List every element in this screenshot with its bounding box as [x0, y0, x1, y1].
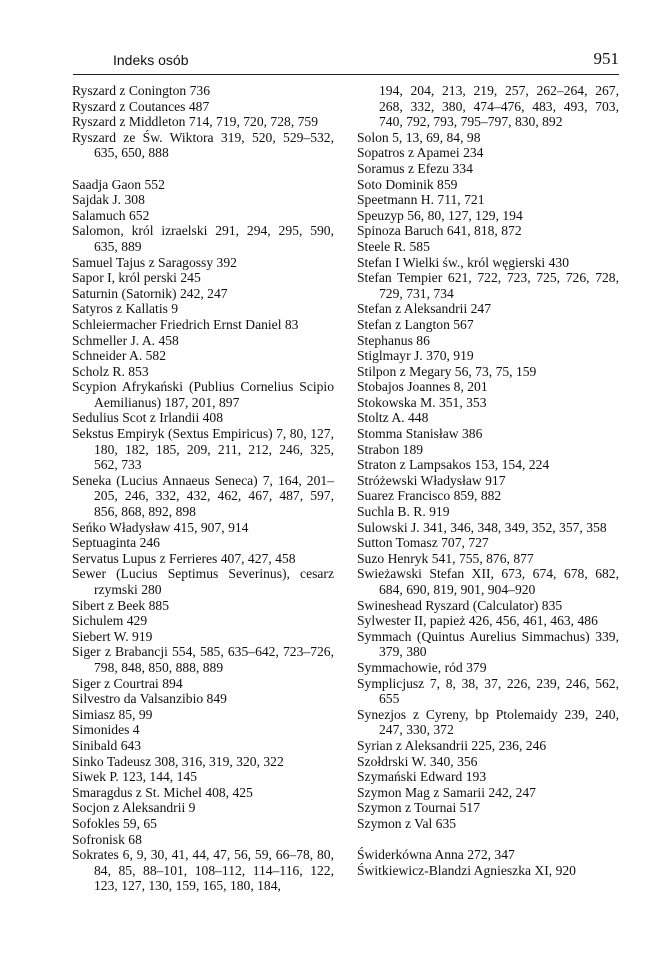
index-column-right — [357, 83, 619, 878]
index-entry: Siebert W. 919 — [72, 628, 153, 644]
index-entry: Speuzyp 56, 80, 127, 129, 194 — [357, 207, 523, 223]
index-entry: Swieżawski Stefan XII, 673, 674, 678, 682, 684, 690, 819, 901, 904–920 — [357, 566, 619, 597]
index-entry: Ryszard ze Św. Wiktora 319, 520, 529–532, 635, 650, 888 — [72, 129, 334, 161]
index-entry: Sopatros z Apamei 234 — [357, 145, 484, 161]
index-entry: Stephanus 86 — [357, 332, 430, 348]
index-entry: Sinibald 643 — [72, 737, 142, 753]
index-entry: Synezjos z Cyreny, bp Ptolemaidy 239, 240, 247, 330, 372 — [357, 706, 619, 738]
index-entry: Scholz R. 853 — [72, 363, 149, 379]
index-entry: Sinko Tadeusz 308, 316, 319, 320, 322 — [72, 753, 284, 769]
index-entry: Smaragdus z St. Michel 408, 425 — [72, 784, 253, 800]
index-entry: Ryszard z Conington 736 — [72, 83, 211, 98]
index-entry: Sofronisk 68 — [72, 831, 142, 847]
index-entry: Stefan I Wielki św., król węgierski 430 — [357, 254, 570, 270]
index-entry: Schneider A. 582 — [72, 348, 167, 364]
index-entry-continuation: 194, 204, 213, 219, 257, 262–264, 267, 268, 332, 380, 474–476, 483, 493, 703, 740, 792, 793, 795–797, 830, 892 — [379, 83, 619, 130]
index-entry: Sewer (Lucius Septimus Severinus), cesarz rzymski 280 — [72, 566, 334, 597]
index-entry: Sutton Tomasz 707, 727 — [357, 535, 489, 551]
index-entry: Sajdak J. 308 — [72, 192, 145, 208]
index-entry: Sichulem 429 — [72, 613, 148, 629]
index-entry: Siger z Brabancji 554, 585, 635–642, 723–726, 798, 848, 850, 888, 889 — [72, 644, 334, 675]
index-entry: Świderkówna Anna 272, 347 — [357, 847, 515, 863]
index-entry: Stefan z Aleksandrii 247 — [357, 301, 492, 317]
index-entry: Sylwester II, papież 426, 456, 461, 463, 486 — [357, 613, 598, 629]
index-entry: Straton z Lampsakos 153, 154, 224 — [357, 457, 550, 473]
index-entry: Stoltz A. 448 — [357, 410, 429, 426]
index-entry: Szymon Mag z Samarii 242, 247 — [357, 784, 536, 800]
index-entry: Szymański Edward 193 — [357, 769, 487, 785]
index-entry: Stilpon z Megary 56, 73, 75, 159 — [357, 363, 537, 379]
index-entry: Speetmann H. 711, 721 — [357, 192, 485, 208]
index-entry: Schmeller J. A. 458 — [72, 332, 179, 348]
index-entry: Socjon z Aleksandrii 9 — [72, 800, 196, 816]
running-header — [73, 50, 619, 75]
index-entry: Sulowski J. 341, 346, 348, 349, 352, 357, 358 — [357, 519, 607, 535]
index-entry: Soramus z Efezu 334 — [357, 160, 473, 176]
index-entry: Stefan Tempier 621, 722, 723, 725, 726, 728, 729, 731, 734 — [357, 270, 619, 301]
index-entry: Ryszard z Middleton 714, 719, 720, 728, 759 — [72, 114, 319, 130]
index-entry: Salomon, król izraelski 291, 294, 295, 590, 635, 889 — [72, 223, 334, 254]
index-column-left — [72, 83, 334, 894]
index-entry: Symmach (Quintus Aurelius Simmachus) 339, 379, 380 — [357, 628, 619, 660]
index-entry: Sekstus Empiryk (Sextus Empiricus) 7, 80, 127, 180, 182, 185, 209, 211, 212, 246, 325, 562, 733 — [72, 426, 334, 473]
index-entry: Saturnin (Satornik) 242, 247 — [72, 285, 228, 301]
index-entry: Swineshead Ryszard (Calculator) 835 — [357, 597, 563, 613]
index-entry: Solon 5, 13, 69, 84, 98 — [357, 129, 481, 145]
index-entry: Szołdrski W. 340, 356 — [357, 753, 478, 769]
index-entry: Servatus Lupus z Ferrieres 407, 427, 458 — [72, 550, 296, 566]
index-entry: Steele R. 585 — [357, 238, 430, 254]
index-entry: Szymon z Val 635 — [357, 815, 457, 831]
index-entry: Świtkiewicz-Blandzi Agnieszka XI, 920 — [357, 862, 576, 878]
index-entry: Simiasz 85, 99 — [72, 706, 153, 722]
index-entry: Seńko Władysław 415, 907, 914 — [72, 519, 249, 535]
index-entry: Seneka (Lucius Annaeus Seneca) 7, 164, 201–205, 246, 332, 432, 462, 467, 487, 597, 856, 868, 892, 898 — [72, 472, 334, 520]
index-entry: Sedulius Scot z Irlandii 408 — [72, 410, 224, 426]
index-entry: Stefan z Langton 567 — [357, 316, 474, 332]
index-entry: Sibert z Beek 885 — [72, 597, 170, 613]
index-entry: Spinoza Baruch 641, 818, 872 — [357, 223, 522, 239]
index-entry: Stróżewski Władysław 917 — [357, 472, 506, 488]
index-entry: Stiglmayr J. 370, 919 — [357, 348, 474, 364]
index-entry: Strabon 189 — [357, 441, 424, 457]
index-entry: Sokrates 6, 9, 30, 41, 44, 47, 56, 59, 66–78, 80, 84, 85, 88–101, 108–112, 114–116, 122, 123, 127, 130, 159, 165, 180, 184, — [72, 847, 334, 894]
index-entry: Siwek P. 123, 144, 145 — [72, 769, 197, 785]
page-number: 951 — [593, 49, 619, 68]
index-entry: Samuel Tajus z Saragossy 392 — [72, 254, 237, 270]
index-entry: Satyros z Kallatis 9 — [72, 301, 179, 317]
index-entry: Soto Dominik 859 — [357, 176, 458, 192]
index-entry: Stomma Stanisław 386 — [357, 426, 483, 442]
index-entry: Ryszard z Coutances 487 — [72, 98, 210, 114]
index-entry: Szymon z Tournai 517 — [357, 800, 481, 816]
index-entry: Suzo Henryk 541, 755, 876, 877 — [357, 550, 534, 566]
index-entry: Sapor I, król perski 245 — [72, 270, 201, 286]
index-entry: Sofokles 59, 65 — [72, 815, 157, 831]
index-entry: Stobajos Joannes 8, 201 — [357, 379, 488, 395]
index-entry: Salamuch 652 — [72, 207, 150, 223]
index-entry: Simonides 4 — [72, 722, 140, 738]
index-entry: Septuaginta 246 — [72, 535, 160, 551]
index-entry: Scypion Afrykański (Publius Cornelius Scipio Aemilianus) 187, 201, 897 — [72, 379, 334, 410]
index-entry: Suchla B. R. 919 — [357, 504, 450, 520]
index-entry: Silvestro da Valsanzibio 849 — [72, 691, 227, 707]
index-entry: Suarez Francisco 859, 882 — [357, 488, 502, 504]
index-entry: Syrian z Aleksandrii 225, 236, 246 — [357, 737, 547, 753]
index-entry: Symmachowie, ród 379 — [357, 659, 487, 675]
section-title: Indeks osób — [113, 52, 189, 68]
index-entry: Symplicjusz 7, 8, 38, 37, 226, 239, 246, 562, 655 — [357, 675, 619, 707]
index-entry: Siger z Courtrai 894 — [72, 675, 183, 691]
index-entry: Stokowska M. 351, 353 — [357, 394, 487, 410]
index-entry: Schleiermacher Friedrich Ernst Daniel 83 — [72, 316, 299, 332]
index-entry: Saadja Gaon 552 — [72, 176, 165, 192]
